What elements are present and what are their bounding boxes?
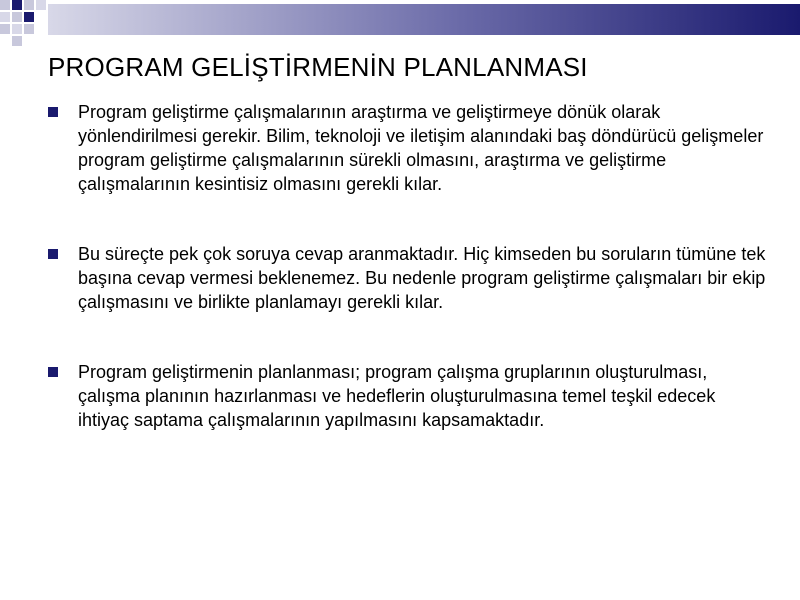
deco-square [24, 24, 34, 34]
square-bullet-icon [48, 367, 58, 377]
deco-square [0, 12, 10, 22]
header-decoration [0, 0, 800, 50]
deco-square [0, 0, 10, 10]
bullet-text: Program geliştirmenin planlanması; program çalışma gruplarının oluşturulması, çalışma planının hazırlanması ve hedeflerin oluşturulmasına temel teşkil edecek ihtiyaç saptama çalışmalarının yapılmasını kapsamaktadır. [78, 362, 716, 430]
bullet-list [48, 100, 768, 478]
bullet-item [48, 100, 768, 196]
deco-square [24, 0, 34, 10]
deco-square [0, 24, 10, 34]
deco-square [12, 0, 22, 10]
square-bullet-icon [48, 249, 58, 259]
square-bullet-icon [48, 107, 58, 117]
bullet-text: Bu süreçte pek çok soruya cevap aranmaktadır. Hiç kimseden bu soruların tümüne tek başına cevap vermesi beklenemez. Bu nedenle program geliştirme çalışmaları bir ekip çalışmasını ve birlikte planlamayı gerekli kılar. [78, 244, 766, 312]
bullet-item [48, 242, 768, 314]
deco-square [36, 0, 46, 10]
deco-square [12, 12, 22, 22]
bullet-item [48, 360, 768, 432]
deco-square [12, 24, 22, 34]
deco-square [24, 12, 34, 22]
deco-square [12, 36, 22, 46]
bullet-text: Program geliştirme çalışmalarının araştırma ve geliştirmeye dönük olarak yönlendirilmesi gerekir. Bilim, teknoloji ve iletişim alanındaki baş döndürücü gelişmeler program geliştirme çalışmalarının sürekli olmasını, araştırma ve geliştirme çalışmalarının kesintisiz olmasını gerekli kılar. [78, 102, 764, 194]
slide-title: PROGRAM GELİŞTİRMENİN PLANLANMASI [48, 52, 588, 82]
header-gradient-bar [48, 4, 800, 35]
